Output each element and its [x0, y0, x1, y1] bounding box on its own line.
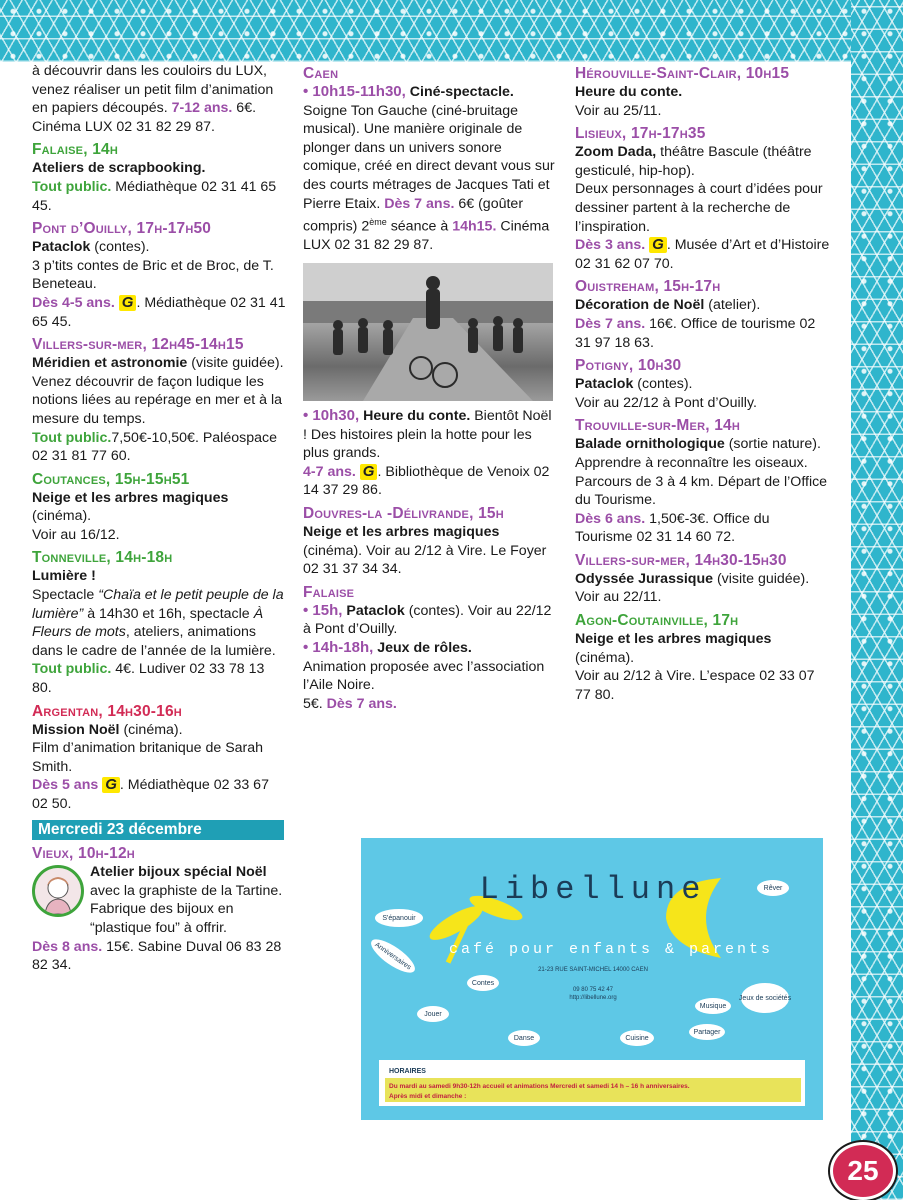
event-title: Heure du conte.: [575, 84, 683, 100]
avatar: [32, 865, 84, 917]
age-label: Dès 7 ans.: [575, 315, 646, 332]
event-info: Voir au 22/11.: [575, 589, 662, 606]
ad-hours-line: Du mardi au samedi 9h30-12h accueil et animations Mercredi et samedi 14 h – 16 h anniversaires.: [389, 1083, 690, 1090]
event-place: Argentan, 14h30-16h: [32, 702, 182, 720]
event-place: Villers-sur-mer, 14h30-15h30: [575, 551, 787, 569]
ad-bubble: Jeux de sociétés: [738, 995, 792, 1002]
decorative-pattern-right: [851, 0, 903, 1200]
event-description: Fabrique des bijoux en “plastique fou” à offrir.: [90, 901, 234, 936]
libellune-advertisement: [361, 838, 823, 1120]
event-description: Spectacle “Chaïa et le petit peuple de la lumière” à 14h30 et 16h, spectacle À Fleurs de mots, ateliers, animations dans le cadre de l’année de la lumière.: [32, 587, 284, 659]
cyclists-photo: [303, 263, 553, 401]
event-title: Heure du conte.: [359, 408, 471, 425]
girl-illustration-icon: [35, 868, 81, 914]
event-info: Voir au 25/11.: [575, 102, 662, 119]
ad-bubble: Rêver: [763, 885, 783, 892]
event-time: • 15h,: [303, 601, 343, 619]
event-title: Neige et les arbres magiques: [32, 489, 229, 506]
age-label: Dès 8 ans.: [32, 938, 103, 955]
age-label: Dès 6 ans.: [575, 510, 646, 527]
event-title: Décoration de Noël: [575, 297, 705, 314]
ad-bubble: S'épanouir: [382, 915, 416, 922]
event-place: Villers-sur-mer, 12h45-14h15: [32, 336, 244, 354]
event-place: Douvres-la -Délivrande, 15h: [303, 505, 504, 523]
ad-tagline: café pour enfants & parents: [448, 941, 774, 958]
event-description: 3 p’tits contes de Bric et de Broc, de T. Beneteau.: [32, 257, 274, 293]
age-label: Dès 4-5 ans.: [32, 294, 115, 311]
age-label: Tout public.: [32, 661, 112, 678]
free-badge: G: [360, 464, 378, 480]
event-place: Potigny, 10h30: [575, 357, 682, 375]
event-place: Falaise, 14h: [32, 141, 119, 159]
event-place: Pont d’Ouilly, 17h-17h50: [32, 220, 212, 238]
ad-bubble: Contes: [471, 980, 495, 987]
ad-bubble: Anniversaires: [373, 941, 413, 972]
event-time: • 10h15-11h30,: [303, 83, 406, 100]
event-time: • 14h-18h,: [303, 639, 374, 657]
event-description: Animation proposée avec l’association l’Aile Noire.: [303, 658, 545, 694]
event-title: Ciné-spectacle.: [405, 84, 514, 100]
event-title: Pataclok: [342, 602, 405, 619]
event-place: Coutances, 15h-15h51: [32, 470, 190, 488]
event-description: Venez découvrir de façon ludique les notions liées au repérage en mer et à la mesure du temps.: [32, 373, 283, 427]
age-label: Dès 7 ans.: [384, 195, 455, 212]
date-header: Mercredi 23 décembre: [32, 820, 284, 841]
decorative-pattern-top: [0, 0, 903, 62]
event-title: Balade ornithologique: [575, 436, 725, 453]
event-place: Vieux, 10h-12h: [32, 845, 135, 863]
event-description: Apprendre à reconnaître les oiseaux. Parcours de 3 à 4 km. Départ de l’Office du Tourisme.: [575, 454, 828, 509]
ad-bubble: Musique: [699, 1003, 727, 1010]
event-place: Lisieux, 17h-17h35: [575, 125, 706, 143]
event-place: Tonneville, 14h-18h: [32, 549, 173, 567]
ad-phone: 09 80 75 42 47: [572, 987, 614, 993]
age-label: Tout public.: [32, 178, 112, 195]
event-title: Zoom Dada,: [575, 144, 657, 161]
event-title: Mission Noël: [32, 721, 120, 738]
event-description: Soigne Ton Gauche (ciné-bruitage musical). Une manière originale de plonger dans un univers sonore comique, créé en direct devant vous sur des courts métrages de Jacques Tati et Pierre Etaix. Dès 7 ans. 6€ (goûter compris) 2ème séance à 14h15. Cinéma LUX 02 31 82 29 87.: [303, 102, 555, 254]
cyclists-image-icon: [303, 263, 553, 401]
event-title: Lumière !: [32, 568, 96, 585]
ad-bubble: Partager: [693, 1029, 721, 1036]
event-description: Film d’animation britanique de Sarah Smith.: [32, 740, 264, 775]
column-2: Caen • 10h15-11h30, Ciné-spectacle. Soigne Ton Gauche (ciné-bruitage musical). Une manière originale de plonger dans un univers sonore comique, créé en direct devant vous sur des courts métrages de Jacques Tati et Pierre Etaix. Dès 7 ans. 6€ (goûter compris) 2ème séance à 14h15. Cinéma LUX 02 31 82 29 87. • 10h30, Heure du conte. Bientôt Noël ! Des histoires plein la hotte pour les plus grands. 4-7 ans. G . Bibliothèque de Venoix 02 14 37 29 86. Douvres-la -Délivrande, 15h Neige et les arbres magiques (cinéma). Voir au 2/12 à Vire. Le Foyer 02 31 37 34 34. Falaise • 15h, Pataclok (contes). Voir au 22/12 à Pont d’Ouilly. • 14h-18h, Jeux de rôles. Animation proposée avec l’association l’Aile Noire. 5€. Dès 7 ans.: [303, 65, 555, 712]
event-title: Jeux de rôles.: [373, 640, 472, 657]
event-title: Pataclok: [575, 376, 634, 393]
free-badge: G: [649, 237, 667, 253]
event-place: Falaise: [303, 583, 355, 601]
age-label: 7-12 ans.: [171, 100, 233, 117]
age-label: Tout public.: [32, 429, 112, 446]
free-badge: G: [102, 777, 120, 793]
event-text: à découvrir dans les couloirs du LUX, venez réaliser un petit film d’animation en papiers découpés. 7-12 ans. 6€. Cinéma LUX 02 31 82 29 87.: [32, 63, 274, 135]
age-label: Dès 5 ans: [32, 777, 99, 794]
event-title: Ateliers de scrapbooking.: [32, 160, 206, 177]
event-time: • 10h30,: [303, 407, 360, 425]
ad-address: 21-23 RUE SAINT-MICHEL 14000 CAEN: [538, 967, 648, 973]
event-title: Atelier bijoux spécial Noël: [90, 864, 267, 881]
age-label: Dès 3 ans.: [575, 237, 646, 254]
ad-brand: Libellune: [479, 871, 707, 908]
ad-hours-line: Après midi et dimanche :: [389, 1093, 467, 1100]
ad-hours-title: HORAIRES: [389, 1068, 426, 1075]
event-place: Hérouville-Saint-Clair, 10h15: [575, 65, 790, 82]
age-label: 4-7 ans.: [303, 463, 356, 480]
ad-web: http://libellune.org: [569, 995, 617, 1001]
event-description: Deux personnages à court d’idées pour dessiner partent à la recherche de l’inspiration.: [575, 181, 823, 235]
ad-bubble: Jouer: [424, 1011, 442, 1018]
event-place: Caen: [303, 65, 339, 82]
event-info: Voir au 22/12 à Pont d’Ouilly.: [575, 394, 757, 411]
event-title: Méridien et astronomie: [32, 355, 188, 372]
page-number: 25: [830, 1142, 896, 1200]
event-info: Voir au 16/12.: [32, 526, 120, 543]
column-1: à découvrir dans les couloirs du LUX, venez réaliser un petit film d’animation en papiers découpés. 7-12 ans. 6€. Cinéma LUX 02 31 82 29 87. Falaise, 14h Ateliers de scrapbooking. Tout public. Médiathèque 02 31 41 65 45. Pont d’Ouilly, 17h-17h50 Pataclok (contes). 3 p’tits contes de Bric et de Broc, de T. Beneteau. Dès 4-5 ans. G . Médiathèque 02 31 41 65 45. Villers-sur-mer, 12h45-14h15 Méridien et astronomie (visite guidée). Venez découvrir de façon ludique les notions liées au repérage en mer et à la mesure du temps. Tout public.7,50€-10,50€. Paléospace 02 31 81 77 60. Coutances, 15h-15h51 Neige et les arbres magiques (cinéma). Voir au 16/12. Tonneville, 14h-18h Lumière ! Spectacle “Chaïa et le petit peuple de la lumière” à 14h30 et 16h, spectacle À Fleurs de mots, ateliers, animations dans le cadre de l’année de la lumière. Tout public. 4€. Ludiver 02 33 78 13 80. Argentan, 14h30-16h Mission Noël (cinéma). Film d’animation britanique de Sarah Smith. Dès 5 ans G . Médiathèque 02 33 67 02 50. Mercredi 23 décembre Vieux, 10h-12h Atelier bijoux spécial Noël avec la graphiste de la Tartine. Fabrique des bijoux en “plastique fou” à offrir. Dès 8 ans. 15€. Sabine Duval 06 83 28 82 34.: [32, 63, 286, 974]
libellune-ad-graphic: [361, 838, 823, 1120]
event-title: Neige et les arbres magiques: [575, 631, 772, 648]
age-label: Dès 7 ans.: [326, 695, 397, 712]
event-place: Trouville-sur-Mer, 14h: [575, 417, 741, 435]
event-title: Neige et les arbres magiques: [303, 524, 500, 541]
event-title: Odyssée Jurassique: [575, 570, 714, 587]
event-info: Voir au 2/12 à Vire. L’espace 02 33 07 77 80.: [575, 668, 815, 703]
event-place: Agon-Coutainville, 17h: [575, 612, 739, 630]
column-3: Hérouville-Saint-Clair, 10h15 Heure du conte. Voir au 25/11. Lisieux, 17h-17h35 Zoom Dada, théâtre Bascule (théâtre gesticulé, hip-hop). Deux personnages à court d’idées pour dessiner partent à la recherche de l’inspiration. Dès 3 ans. G . Musée d’Art et d’Histoire 02 31 62 07 70. Ouistreham, 15h-17h Décoration de Noël (atelier). Dès 7 ans. 16€. Office de tourisme 02 31 97 18 63. Potigny, 10h30 Pataclok (contes). Voir au 22/12 à Pont d’Ouilly. Trouville-sur-Mer, 14h Balade ornithologique (sortie nature). Apprendre à reconnaître les oiseaux. Parcours de 3 à 4 km. Départ de l’Office du Tourisme. Dès 6 ans. 1,50€-3€. Office du Tourisme 02 31 14 60 72. Villers-sur-mer, 14h30-15h30 Odyssée Jurassique (visite guidée). Voir au 22/11. Agon-Coutainville, 17h Neige et les arbres magiques (cinéma). Voir au 2/12 à Vire. L’espace 02 33 07 77 80.: [575, 65, 830, 703]
ad-bubble: Danse: [513, 1035, 535, 1042]
event-title: Pataclok: [32, 239, 91, 256]
event-place: Ouistreham, 15h-17h: [575, 278, 721, 296]
ad-bubble: Cuisine: [625, 1035, 649, 1042]
free-badge: G: [119, 295, 137, 311]
